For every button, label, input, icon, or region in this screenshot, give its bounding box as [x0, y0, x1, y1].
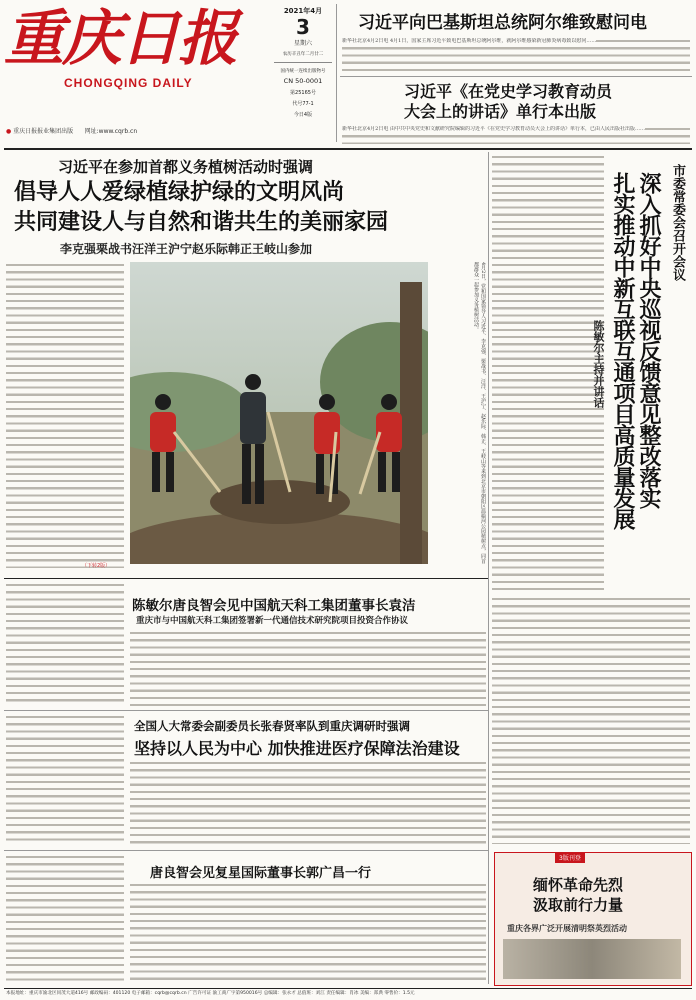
- logo-chinese: 重庆日报: [4, 4, 236, 74]
- feature-title: 缅怀革命先烈 汲取前行力量: [533, 876, 624, 914]
- story-5-headline: 唐良智会见复星国际董事长郭广昌一行: [150, 866, 372, 881]
- lead-photo: [130, 262, 428, 564]
- issue-number: 第25165号: [290, 90, 316, 96]
- feature-tag: 3版刊登: [555, 852, 585, 863]
- publisher: 重庆日报报业集团出版: [13, 128, 74, 135]
- feature-box[interactable]: [494, 852, 692, 986]
- story-4-headline: 坚持以人民为中心 加快推进医疗保障法治建设: [134, 739, 460, 758]
- story-4-body: [130, 760, 486, 846]
- story-3-left-body: [6, 582, 124, 706]
- top-story-2-body: 新华社北京4月2日电 由中共中央党史和文献研究院编辑的习近平《在党史学习教育动员大会上的讲话》单行本，已由人民出版社出版……: [342, 126, 690, 144]
- feature-subtitle: 重庆各界广泛开展清明祭英烈活动: [507, 924, 627, 933]
- lead-photo-caption: 4月2日，党和国家领导人习近平、李克强、栗战书、汪洋、王沪宁、赵乐际、韩正、王岐山等来到北京市朝阳区温榆河公园植树点，同首都群众一起参加义务植树活动。: [473, 262, 486, 564]
- lunar-date: 农历辛丑年二月廿二: [282, 52, 324, 57]
- top-story-1-body: 新华社北京4月2日电 4月1日，国家主席习近平致电巴基斯坦总统阿尔维，就阿尔维感染新冠肺炎病毒致以慰问……: [342, 38, 690, 72]
- story-3-body: [130, 630, 486, 706]
- postal-code: 代号77-1: [292, 101, 314, 107]
- story-4-left-body: [6, 714, 124, 844]
- logo-mark-icon: ●: [6, 128, 12, 135]
- feature-photo: [503, 939, 681, 979]
- footer-info: 本报地址：重庆市渝北区同茂大道416号 邮政编码：401120 电子邮箱：cqrb@cqrb.cn 广告许可证 渝工商广字第950016号 总编辑：张永才 总值班：刘江 责任编辑：肖冰 美编：郑典 零售价：1.5元: [6, 991, 415, 996]
- story-5-left-body: [6, 854, 124, 984]
- serial-label: 国内统一连续出版物号: [280, 69, 326, 74]
- right-lower-body: [492, 596, 690, 844]
- top-story-2-headline: 习近平《在党史学习教育动员 大会上的讲话》单行本出版: [404, 82, 613, 121]
- story-4-kicker: 全国人大常委会副委员长张春贤率队到重庆调研时强调: [134, 719, 410, 733]
- publisher-line: [6, 126, 137, 135]
- newspaper-logo: [4, 4, 268, 110]
- right-column-headline-1: 深入抓好中央巡视反馈意见整改落实: [636, 172, 661, 508]
- lead-body-text: [6, 262, 124, 568]
- date-year-month: 2021年4月: [283, 7, 323, 15]
- weekday: 星期六: [293, 40, 312, 47]
- lead-headline: 倡导人人爱绿植绿护绿的文明风尚 共同建设人与自然和谐共生的美丽家园: [14, 180, 389, 235]
- right-column-kicker: 市委常委会召开会议: [670, 164, 685, 281]
- lead-subhead: 李克强栗战书汪洋王沪宁赵乐际韩正王岐山参加: [60, 242, 313, 256]
- story-3-headline: 陈敏尔唐良智会见中国航天科工集团董事长袁洁: [132, 598, 416, 614]
- lead-kicker: 习近平在参加首都义务植树活动时强调: [58, 158, 314, 176]
- story-3-subhead: 重庆市与中国航天科工集团签署新一代通信技术研究院项目投资合作协议: [136, 616, 409, 626]
- date-panel: [272, 6, 334, 138]
- top-story-1-headline: 习近平向巴基斯坦总统阿尔维致慰问电: [358, 13, 647, 33]
- lead-continued: （下转2版）: [82, 563, 111, 569]
- logo-english: CHONGQING DAILY: [64, 76, 193, 90]
- tree-planting-photo: [130, 262, 428, 564]
- right-column-headline-2: 扎实推动中新互联互通项目高质量发展: [610, 172, 635, 529]
- serial-number: CN 50-0001: [283, 77, 323, 85]
- right-column-body: [492, 154, 604, 590]
- page-count: 今日4版: [293, 112, 313, 118]
- story-5-body: [130, 882, 486, 984]
- right-column-subhead: 陈敏尔主持并讲话: [592, 320, 605, 408]
- date-day: 3: [296, 15, 310, 39]
- website: 网址:www.cqrb.cn: [84, 128, 138, 135]
